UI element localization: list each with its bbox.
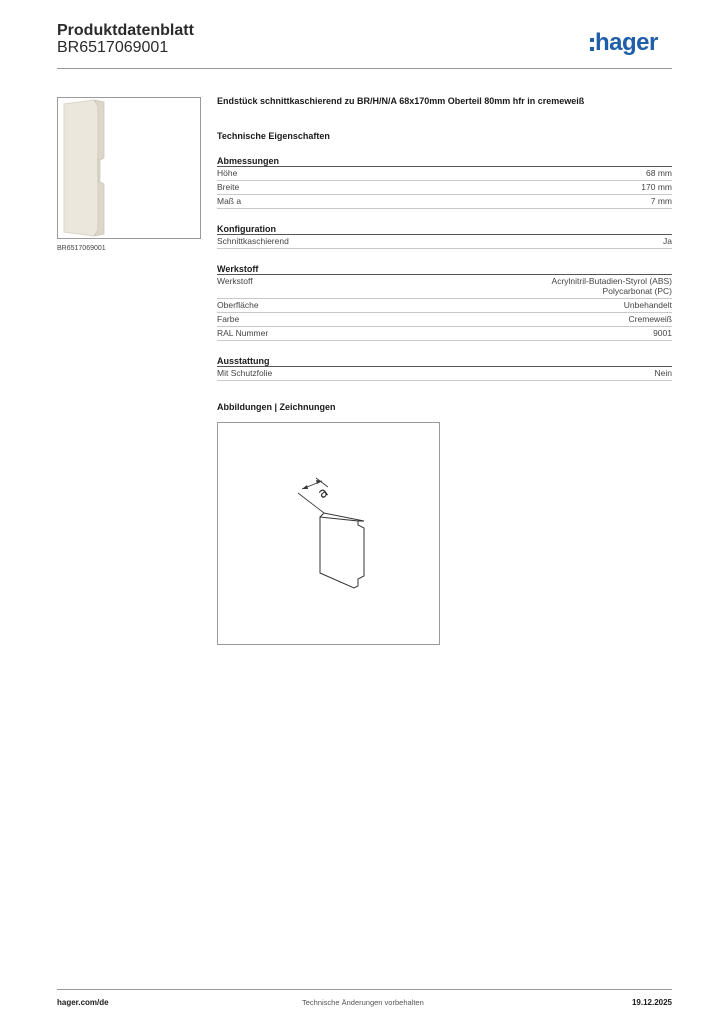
footer-note: Technische Änderungen vorbehalten	[302, 998, 424, 1007]
spec-value-line: Polycarbonat (PC)	[602, 286, 672, 296]
header-divider	[57, 68, 672, 69]
spec-value	[552, 276, 672, 296]
spec-label: Schnittkaschierend	[217, 236, 289, 246]
drawings-heading: Abbildungen | Zeichnungen	[217, 402, 336, 412]
footer-divider	[57, 989, 672, 990]
spec-value: 68 mm	[646, 168, 672, 178]
hager-logo	[590, 28, 658, 58]
product-image-caption: BR6517069001	[57, 245, 106, 252]
spec-row	[217, 367, 672, 381]
spec-value: 170 mm	[641, 182, 672, 192]
spec-row	[217, 299, 672, 313]
section-title: Werkstoff	[217, 263, 672, 275]
technical-properties-heading: Technische Eigenschaften	[217, 131, 330, 141]
spec-row	[217, 235, 672, 249]
section-equipment	[217, 355, 672, 381]
spec-label: Oberfläche	[217, 300, 259, 310]
product-end-cap-icon	[58, 98, 200, 238]
spec-label: Breite	[217, 182, 240, 192]
footer-date: 19.12.2025	[631, 998, 672, 1007]
spec-row	[217, 313, 672, 327]
spec-row	[217, 275, 672, 299]
spec-value: Ja	[663, 236, 672, 246]
product-number: BR6517069001	[57, 39, 169, 56]
spec-value: Nein	[654, 368, 672, 378]
spec-row	[217, 167, 672, 181]
section-title: Abmessungen	[217, 155, 672, 167]
technical-drawing	[217, 422, 440, 645]
section-dimensions	[217, 155, 672, 209]
spec-row	[217, 195, 672, 209]
page-title: Produktdatenblatt	[57, 22, 194, 39]
section-configuration	[217, 223, 672, 249]
spec-value: Unbehandelt	[623, 300, 672, 310]
spec-value: Cremeweiß	[628, 314, 672, 324]
spec-label: Mit Schutzfolie	[217, 368, 273, 378]
spec-label: RAL Nummer	[217, 328, 269, 338]
spec-value: 9001	[653, 328, 672, 338]
spec-label: Maß a	[217, 196, 242, 206]
spec-label: Höhe	[217, 168, 238, 178]
spec-value: 7 mm	[650, 196, 672, 206]
spec-label: Werkstoff	[217, 276, 253, 286]
spec-label: Farbe	[217, 314, 240, 324]
logo-colon-icon	[590, 38, 594, 51]
spec-row	[217, 181, 672, 195]
dimension-label: a	[315, 484, 332, 503]
spec-row	[217, 327, 672, 341]
section-material	[217, 263, 672, 341]
section-title: Konfiguration	[217, 223, 672, 235]
logo-text: hager	[595, 29, 658, 56]
product-image	[57, 97, 201, 239]
product-description: Endstück schnittkaschierend zu BR/H/N/A 68x170mm Oberteil 80mm hfr in cremeweiß	[217, 96, 585, 106]
spec-value-line: Acrylnitril-Butadien-Styrol (ABS)	[551, 276, 672, 286]
footer-website: hager.com/de	[57, 998, 109, 1007]
end-cap-drawing-icon	[218, 423, 439, 644]
section-title: Ausstattung	[217, 355, 672, 367]
